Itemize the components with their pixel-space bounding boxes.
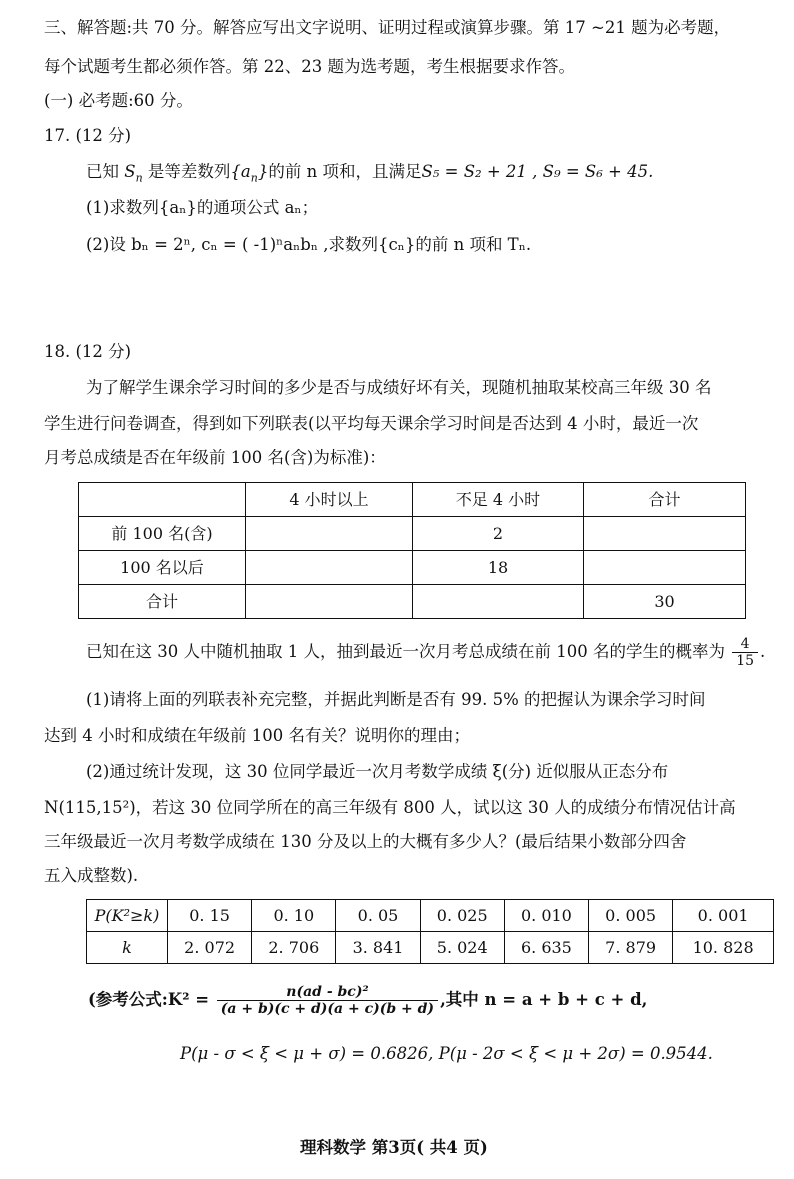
q18-part1-line2: 达到 4 小时和成绩在年级前 100 名有关？说明你的理由； <box>44 726 470 745</box>
q18-part2-line3: 三年级最近一次月考数学成绩在 130 分及以上的大概有多少人？(最后结果小数部分四舍 <box>44 832 687 851</box>
table-cell: 4 小时以上 <box>246 483 413 517</box>
fraction-denominator: (a + b)(c + d)(a + c)(b + d) <box>220 1001 435 1018</box>
table-cell: 0. 005 <box>589 900 673 932</box>
table-cell: P(K²≥k) <box>87 900 168 932</box>
formula-label: (参考公式:K² = <box>88 990 210 1010</box>
fraction-denominator: 15 <box>736 653 755 670</box>
probability-fraction <box>732 636 758 669</box>
table-cell <box>584 517 746 551</box>
table-cell <box>413 585 584 619</box>
formula-tail: ,其中 n = a + b + c + d, <box>440 990 648 1010</box>
q17-stem <box>86 162 654 185</box>
q18-probability-statement <box>86 636 765 669</box>
q18-part2-line2: N(115,15²)，若这 30 位同学所在的高三年级有 800 人，试以这 30 人的成绩分布情况估计高 <box>44 798 736 817</box>
q17-stem-mid: 是等差数列 <box>147 162 231 181</box>
q17-stem-pre: 已知 <box>86 162 119 181</box>
q17-condition: S₅ = S₂ + 21 , S₉ = S₆ + 45. <box>421 162 654 181</box>
table-cell <box>79 483 246 517</box>
q18-part1-line1: (1)请将上面的列联表补充完整，并据此判断是否有 99. 5% 的把握认为课余学习时间 <box>86 690 706 709</box>
table-cell: 0. 025 <box>420 900 504 932</box>
q17-sn-symbol: $S_n$ <box>124 162 143 185</box>
table-cell: 10. 828 <box>673 932 774 964</box>
table-cell <box>584 551 746 585</box>
table-cell: 2. 072 <box>168 932 252 964</box>
table-cell: 0. 001 <box>673 900 774 932</box>
section-header-line2: 每个试题考生都必须作答。第 22、23 题为选考题，考生根据要求作答。 <box>44 57 575 76</box>
probability-period: . <box>760 642 766 662</box>
q18-intro1: 为了解学生课余学习时间的多少是否与成绩好坏有关，现随机抽取某校高三年级 30 名 <box>86 378 712 397</box>
q17-part1: (1)求数列{aₙ}的通项公式 aₙ； <box>86 198 319 217</box>
fraction-numerator: n(ad - bc)² <box>217 984 438 1001</box>
table-cell: 2 <box>413 517 584 551</box>
q17-number: 17. (12 分) <box>44 126 132 145</box>
table-row <box>79 551 746 585</box>
q18-part2-line1: (2)通过统计发现，这 30 位同学最近一次月考数学成绩 ξ(分) 近似服从正态分布 <box>86 762 669 781</box>
fraction-numerator: 4 <box>732 636 758 653</box>
table-cell: 前 100 名(含) <box>79 517 246 551</box>
table-cell <box>246 585 413 619</box>
table-cell: 6. 635 <box>504 932 588 964</box>
table-row <box>79 483 746 517</box>
part-required-heading: (一) 必考题:60 分。 <box>44 91 193 110</box>
reference-formula <box>88 984 647 1017</box>
q17-part2: (2)设 bₙ = 2ⁿ, cₙ = ( -1)ⁿaₙbₙ ,求数列{cₙ}的前 n 项和 Tₙ. <box>86 235 532 254</box>
table-cell: 100 名以后 <box>79 551 246 585</box>
table-cell: 0. 010 <box>504 900 588 932</box>
table-row <box>87 900 774 932</box>
table-cell: 7. 879 <box>589 932 673 964</box>
table-cell <box>246 517 413 551</box>
table-cell: 0. 05 <box>336 900 420 932</box>
table-cell: 2. 706 <box>252 932 336 964</box>
table-cell: 合计 <box>79 585 246 619</box>
section-header-line1: 三、解答题:共 70 分。解答应写出文字说明、证明过程或演算步骤。第 17 ~21 题为必考题， <box>44 18 731 37</box>
table-cell <box>246 551 413 585</box>
page-footer: 理科数学 第3页( 共4 页) <box>300 1138 488 1157</box>
table-cell: 0. 15 <box>168 900 252 932</box>
table-cell: 5. 024 <box>420 932 504 964</box>
probability-text: 已知在这 30 人中随机抽取 1 人，抽到最近一次月考总成绩在前 100 名的学生的概率为 <box>86 642 725 662</box>
q17-an-set: $\{a_n\}$ <box>230 162 269 185</box>
table-cell: 0. 10 <box>252 900 336 932</box>
table-cell: 18 <box>413 551 584 585</box>
table-row <box>79 585 746 619</box>
q18-part2-line4: 五入成整数). <box>44 866 139 885</box>
table-row <box>79 517 746 551</box>
q18-number: 18. (12 分) <box>44 342 132 361</box>
q17-stem-post: 的前 n 项和，且满足 <box>268 162 422 181</box>
table-cell: 合计 <box>584 483 746 517</box>
table-cell: 30 <box>584 585 746 619</box>
q18-intro3: 月考总成绩是否在年级前 100 名(含)为标准)： <box>44 448 386 467</box>
table-cell: k <box>87 932 168 964</box>
table-cell: 不足 4 小时 <box>413 483 584 517</box>
critical-value-table <box>86 899 774 964</box>
contingency-table <box>78 482 746 619</box>
table-row <box>87 932 774 964</box>
table-cell: 3. 841 <box>336 932 420 964</box>
normal-distribution-formula: P(μ - σ < ξ < μ + σ) = 0.6826, P(μ - 2σ < ξ < μ + 2σ) = 0.9544. <box>180 1044 713 1063</box>
chi-square-fraction <box>217 984 438 1017</box>
q18-intro2: 学生进行问卷调查，得到如下列联表(以平均每天课余学习时间是否达到 4 小时，最近一次 <box>44 414 699 433</box>
